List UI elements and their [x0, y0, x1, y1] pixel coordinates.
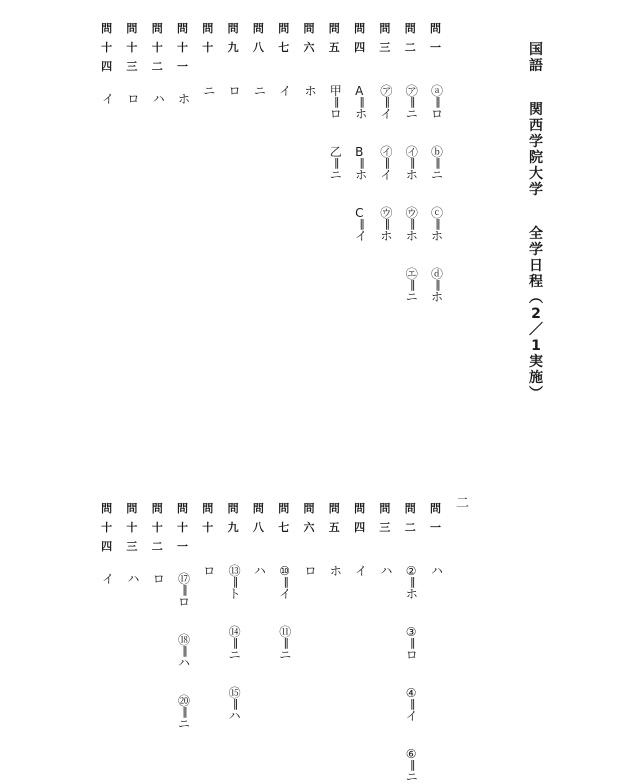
section-2-marker: [456, 497, 469, 511]
section-1-question-14: [101, 17, 117, 106]
answer-item: ⓓ ‖ ホ: [431, 267, 444, 304]
question-label: 問一: [430, 502, 441, 534]
answer-item: ホ: [304, 84, 317, 98]
answer-item: ⑩ ‖ イ: [279, 564, 292, 601]
section-1-question-6: [304, 17, 320, 98]
section-1-question-9: [228, 17, 244, 98]
question-label: 問五: [328, 22, 340, 54]
answer-item: ハ: [380, 564, 393, 578]
question-label: 問十: [202, 22, 214, 54]
answer-item: ロ: [228, 84, 241, 98]
subject-title: 国 語: [529, 42, 543, 74]
question-label: 問三: [379, 502, 391, 534]
question-label: 問九: [227, 22, 239, 54]
title-column: [528, 42, 544, 402]
question-label: 問十四: [101, 22, 113, 73]
question-label: 問七: [278, 22, 290, 54]
university-title: 関 西 学 院 大 学: [529, 102, 543, 198]
question-label: 問十一: [177, 22, 188, 73]
answer-item: ⑬ ‖ ト: [228, 564, 241, 601]
section-1-question-4: [354, 17, 370, 243]
question-label: 問五: [328, 502, 340, 534]
answer-item: ロ: [203, 564, 216, 578]
section-2-question-10: [202, 497, 218, 578]
section-2-question-14: [101, 497, 117, 586]
question-label: 問十二: [151, 22, 163, 73]
section-2-question-8: [253, 497, 269, 578]
question-label: 問七: [278, 502, 290, 534]
answer-item: ⑥ ‖ ニ: [405, 747, 418, 784]
question-label: 問十二: [151, 502, 163, 553]
section-2-question-4: [354, 497, 370, 578]
answer-item: B ‖ ホ: [355, 145, 368, 182]
answer-item: イ: [279, 84, 292, 98]
answer-item: ④ ‖ イ: [405, 686, 418, 723]
answer-item: ⓒ ‖ ホ: [431, 206, 444, 243]
section-2-question-5: [329, 497, 345, 578]
section-2-question-12: [152, 497, 168, 586]
answer-item: ㋒ ‖ ホ: [380, 206, 393, 243]
section-2-question-2: [405, 497, 421, 784]
question-label: 問四: [354, 502, 366, 534]
question-label: 問十一: [177, 502, 188, 553]
section-1-question-1: [430, 17, 446, 304]
answer-item: ⓑ ‖ ニ: [431, 145, 444, 182]
answer-item: ⑱ ‖ ハ: [178, 633, 191, 670]
answer-item: ⑮ ‖ ハ: [228, 686, 241, 723]
answer-item: 甲 ‖ ロ: [329, 84, 342, 121]
answer-item: ㋓ ‖ ニ: [405, 267, 418, 304]
answer-item: ニ: [203, 84, 216, 98]
section-1-question-10: [202, 17, 218, 98]
question-label: 問四: [354, 22, 366, 54]
answer-item: ホ: [329, 564, 342, 578]
section-2-question-1: [430, 497, 446, 578]
section-1-question-2: [405, 17, 421, 304]
question-label: 問一: [430, 22, 441, 54]
answer-item: ロ: [152, 572, 165, 586]
answer-item: A ‖ ホ: [355, 84, 368, 121]
answer-item: ⑭ ‖ ニ: [228, 625, 241, 662]
section-2-question-13: [126, 497, 142, 586]
answer-item: ㋑ ‖ ホ: [405, 145, 418, 182]
answer-item: C ‖ イ: [355, 206, 368, 243]
question-label: 問二: [404, 22, 416, 54]
answer-item: イ: [355, 564, 368, 578]
section-1-question-5: [329, 17, 345, 182]
section-2-question-6: [304, 497, 320, 578]
answer-item: ⑳ ‖ ニ: [178, 694, 191, 731]
answer-item: ハ: [152, 92, 165, 106]
question-label: 問十四: [101, 502, 113, 553]
question-label: 問十三: [126, 502, 138, 553]
section-2-question-11: [177, 497, 193, 731]
answer-item: ㋒ ‖ ホ: [405, 206, 418, 243]
section-1-question-7: [278, 17, 294, 98]
answer-item: ㋐ ‖ イ: [380, 84, 393, 121]
question-label: 問八: [252, 502, 264, 534]
answer-item: 乙 ‖ ニ: [329, 145, 342, 182]
section-2-label: 二: [456, 496, 470, 511]
answer-item: ③ ‖ ロ: [405, 625, 418, 662]
question-label: 問六: [303, 22, 315, 54]
answer-item: ロ: [127, 92, 140, 106]
question-label: 問十: [202, 502, 214, 534]
answer-item: イ: [102, 572, 115, 586]
section-1-question-8: [253, 17, 269, 98]
answer-item: ロ: [304, 564, 317, 578]
question-label: 問三: [379, 22, 391, 54]
section-1-question-3: [379, 17, 395, 243]
answer-item: ニ: [253, 84, 266, 98]
section-1-question-11: [177, 17, 193, 106]
section-2-question-7: [278, 497, 294, 662]
question-label: 問八: [252, 22, 264, 54]
answer-item: ハ: [253, 564, 266, 578]
section-1-question-12: [152, 17, 168, 106]
schedule-title: 全 学 日 程 ︵ 2 ／ 1 実 施 ︶: [529, 226, 543, 402]
answer-item: ㋐ ‖ ニ: [405, 84, 418, 121]
answer-item: ホ: [178, 92, 191, 106]
answer-item: ⑪ ‖ ニ: [279, 625, 292, 662]
question-label: 問九: [227, 502, 239, 534]
answer-item: ⑰ ‖ ロ: [178, 572, 191, 609]
section-2-question-9: [228, 497, 244, 723]
question-label: 問十三: [126, 22, 138, 73]
section-2-question-3: [379, 497, 395, 578]
answer-item: ㋑ ‖ イ: [380, 145, 393, 182]
question-label: 問六: [303, 502, 315, 534]
answer-item: ハ: [127, 572, 140, 586]
answer-item: イ: [102, 92, 115, 106]
question-label: 問二: [404, 502, 416, 534]
answer-item: ② ‖ ホ: [405, 564, 418, 601]
section-1-question-13: [126, 17, 142, 106]
answer-item: ハ: [431, 564, 444, 578]
answer-item: ⓐ ‖ ロ: [431, 84, 444, 121]
